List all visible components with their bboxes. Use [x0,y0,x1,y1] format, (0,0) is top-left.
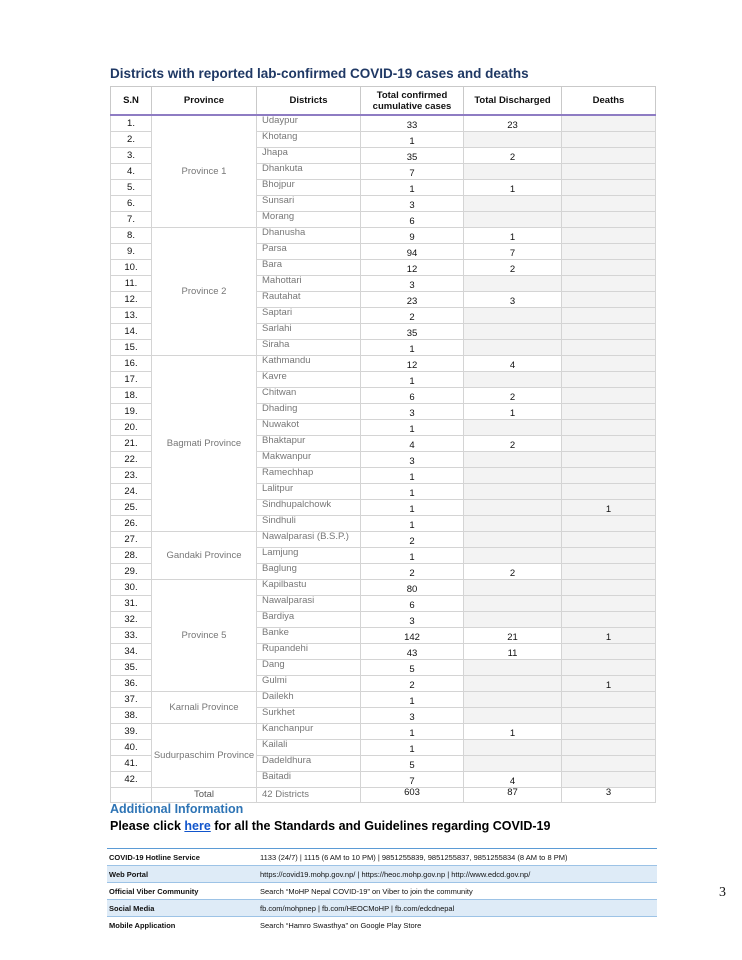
sn-cell: 35. [111,660,152,676]
district-cell: Saptari [257,308,361,324]
total-confirmed-cell: 2 [361,532,464,548]
discharged-cell [464,740,562,756]
total-confirmed-cell: 1 [361,372,464,388]
header-total-discharged: Total Discharged [464,87,562,116]
discharged-cell [464,468,562,484]
total-confirmed-cell: 1 [361,468,464,484]
discharged-cell [464,372,562,388]
sn-cell: 30. [111,580,152,596]
sn-cell: 41. [111,756,152,772]
deaths-cell [562,564,656,580]
deaths-cell: 1 [562,500,656,516]
table-row [111,692,656,708]
deaths-cell [562,356,656,372]
total-discharged: 87 [464,788,562,803]
discharged-cell [464,132,562,148]
total-confirmed-cell: 7 [361,164,464,180]
sn-cell: 7. [111,212,152,228]
district-cell: Nawalparasi [257,596,361,612]
sn-cell: 12. [111,292,152,308]
guidelines-line [110,819,550,833]
deaths-cell [562,196,656,212]
sn-cell: 4. [111,164,152,180]
district-cell: Dhankuta [257,164,361,180]
discharged-cell [464,196,562,212]
total-confirmed-cell: 142 [361,628,464,644]
header-total-confirmed: Total confirmed cumulative cases [361,87,464,116]
deaths-cell [562,724,656,740]
discharged-cell: 23 [464,115,562,132]
district-cell: Dailekh [257,692,361,708]
deaths-cell [562,244,656,260]
sn-cell: 3. [111,148,152,164]
total-confirmed-cell: 1 [361,740,464,756]
deaths-cell [562,596,656,612]
contact-row-hotline [107,849,657,866]
sn-cell: 26. [111,516,152,532]
discharged-cell [464,596,562,612]
sn-cell: 1. [111,115,152,132]
district-cell: Bara [257,260,361,276]
discharged-cell [464,612,562,628]
discharged-cell: 1 [464,180,562,196]
contact-value: https://covid19.mohp.gov.np/ | https://heoc.mohp.gov.np | http://www.edcd.gov.np/ [256,866,657,883]
deaths-cell [562,148,656,164]
sn-cell: 13. [111,308,152,324]
table-row [111,228,656,244]
deaths-cell [562,276,656,292]
deaths-cell [562,308,656,324]
district-cell: Baglung [257,564,361,580]
total-confirmed-cell: 5 [361,756,464,772]
sn-cell: 8. [111,228,152,244]
deaths-cell [562,436,656,452]
discharged-cell [464,676,562,692]
deaths-cell [562,516,656,532]
sn-cell: 25. [111,500,152,516]
district-cell: Rupandehi [257,644,361,660]
discharged-cell [464,548,562,564]
total-confirmed-cell: 6 [361,388,464,404]
deaths-cell [562,292,656,308]
total-confirmed-cell: 3 [361,196,464,212]
total-confirmed-cell: 2 [361,308,464,324]
sn-cell: 15. [111,340,152,356]
guidelines-text-after: for all the Standards and Guidelines regarding COVID-19 [210,819,551,833]
header-districts: Districts [257,87,361,116]
sn-cell: 10. [111,260,152,276]
sn-cell: 23. [111,468,152,484]
district-cell: Banke [257,628,361,644]
contact-value: Search “MoHP Nepal COVID-19” on Viber to join the community [256,883,657,900]
sn-cell: 38. [111,708,152,724]
contact-row-web-portal [107,866,657,883]
total-confirmed-cell: 2 [361,676,464,692]
contact-label: Mobile Application [107,917,256,934]
deaths-cell [562,372,656,388]
discharged-cell [464,276,562,292]
district-cell: Gulmi [257,676,361,692]
sn-cell: 28. [111,548,152,564]
total-sn-cell [111,788,152,803]
district-cell: Baitadi [257,772,361,788]
total-confirmed-cell: 9 [361,228,464,244]
deaths-cell [562,452,656,468]
district-cell: Siraha [257,340,361,356]
total-districts: 42 Districts [257,788,361,803]
deaths-cell [562,468,656,484]
sn-cell: 6. [111,196,152,212]
discharged-cell [464,340,562,356]
discharged-cell [464,708,562,724]
deaths-cell [562,115,656,132]
sn-cell: 31. [111,596,152,612]
sn-cell: 14. [111,324,152,340]
table-row [111,115,656,132]
total-confirmed-cell: 43 [361,644,464,660]
district-cell: Parsa [257,244,361,260]
sn-cell: 34. [111,644,152,660]
table-header-row [111,87,656,116]
district-cell: Bardiya [257,612,361,628]
guidelines-text-before: Please click [110,819,185,833]
page-title: Districts with reported lab-confirmed COVID-19 cases and deaths [110,66,529,81]
district-cell: Jhapa [257,148,361,164]
total-confirmed-cell: 1 [361,500,464,516]
contact-value: Search “Hamro Swasthya” on Google Play Store [256,917,657,934]
page-number: 3 [719,885,726,900]
total-confirmed-cell: 1 [361,484,464,500]
province-cell: Gandaki Province [152,532,257,580]
discharged-cell [464,308,562,324]
total-confirmed-cell: 5 [361,660,464,676]
sn-cell: 29. [111,564,152,580]
discharged-cell [464,516,562,532]
total-confirmed-cell: 1 [361,340,464,356]
sn-cell: 5. [111,180,152,196]
total-confirmed-cell: 80 [361,580,464,596]
district-cell: Kailali [257,740,361,756]
discharged-cell [464,532,562,548]
discharged-cell: 3 [464,292,562,308]
contact-value: 1133 (24/7) | 1115 (6 AM to 10 PM) | 9851255839, 9851255837, 9851255834 (8 AM to 8 PM) [256,849,657,866]
province-cell: Sudurpaschim Province [152,724,257,788]
discharged-cell: 7 [464,244,562,260]
total-confirmed-cell: 7 [361,772,464,788]
district-cell: Dhading [257,404,361,420]
total-confirmed-cell: 1 [361,724,464,740]
table-body [111,115,656,788]
district-cell: Dhanusha [257,228,361,244]
total-confirmed-cell: 3 [361,276,464,292]
discharged-cell: 4 [464,356,562,372]
additional-info-heading: Additional Information [110,802,244,816]
deaths-cell [562,660,656,676]
discharged-cell [464,756,562,772]
discharged-cell [464,484,562,500]
district-cell: Khotang [257,132,361,148]
province-cell: Karnali Province [152,692,257,724]
deaths-cell [562,708,656,724]
sn-cell: 19. [111,404,152,420]
district-cell: Kavre [257,372,361,388]
header-sn: S.N [111,87,152,116]
district-cell: Kapilbastu [257,580,361,596]
sn-cell: 24. [111,484,152,500]
total-confirmed: 603 [361,788,464,803]
sn-cell: 37. [111,692,152,708]
discharged-cell: 1 [464,724,562,740]
deaths-cell [562,340,656,356]
total-confirmed-cell: 1 [361,180,464,196]
total-confirmed-cell: 1 [361,132,464,148]
table-row [111,580,656,596]
total-confirmed-cell: 1 [361,420,464,436]
total-label: Total [152,788,257,803]
province-cell: Province 5 [152,580,257,692]
total-confirmed-cell: 35 [361,324,464,340]
sn-cell: 17. [111,372,152,388]
deaths-cell [562,180,656,196]
district-cell: Udaypur [257,115,361,132]
discharged-cell [464,500,562,516]
deaths-cell [562,420,656,436]
deaths-cell [562,212,656,228]
deaths-cell [562,484,656,500]
table-row [111,356,656,372]
sn-cell: 42. [111,772,152,788]
deaths-cell [562,580,656,596]
sn-cell: 2. [111,132,152,148]
province-cell: Province 1 [152,115,257,228]
district-cell: Nuwakot [257,420,361,436]
table-row [111,532,656,548]
total-confirmed-cell: 12 [361,356,464,372]
total-confirmed-cell: 6 [361,212,464,228]
sn-cell: 11. [111,276,152,292]
district-cell: Chitwan [257,388,361,404]
deaths-cell [562,548,656,564]
sn-cell: 18. [111,388,152,404]
total-confirmed-cell: 1 [361,692,464,708]
discharged-cell [464,324,562,340]
sn-cell: 9. [111,244,152,260]
deaths-cell [562,132,656,148]
district-cell: Bhaktapur [257,436,361,452]
deaths-cell [562,772,656,788]
contact-label: Web Portal [107,866,256,883]
districts-table [110,86,656,803]
discharged-cell: 2 [464,436,562,452]
guidelines-link[interactable]: here [184,819,211,833]
total-confirmed-cell: 3 [361,708,464,724]
total-confirmed-cell: 3 [361,452,464,468]
deaths-cell [562,228,656,244]
discharged-cell [464,580,562,596]
district-cell: Bhojpur [257,180,361,196]
district-cell: Dadeldhura [257,756,361,772]
contact-info-table [107,848,657,933]
deaths-cell [562,260,656,276]
contact-label: COVID-19 Hotline Service [107,849,256,866]
district-cell: Rautahat [257,292,361,308]
total-confirmed-cell: 23 [361,292,464,308]
header-deaths: Deaths [562,87,656,116]
discharged-cell: 2 [464,260,562,276]
deaths-cell: 1 [562,628,656,644]
total-confirmed-cell: 2 [361,564,464,580]
sn-cell: 36. [111,676,152,692]
deaths-cell [562,644,656,660]
header-province: Province [152,87,257,116]
contact-row-social-media [107,900,657,917]
district-cell: Makwanpur [257,452,361,468]
district-cell: Lamjung [257,548,361,564]
discharged-cell [464,164,562,180]
discharged-cell [464,692,562,708]
sn-cell: 20. [111,420,152,436]
deaths-cell [562,692,656,708]
contact-row-viber [107,883,657,900]
discharged-cell [464,420,562,436]
discharged-cell: 1 [464,228,562,244]
discharged-cell: 2 [464,148,562,164]
total-confirmed-cell: 1 [361,548,464,564]
total-deaths: 3 [562,788,656,803]
discharged-cell: 4 [464,772,562,788]
discharged-cell: 2 [464,388,562,404]
total-confirmed-cell: 33 [361,115,464,132]
deaths-cell [562,324,656,340]
sn-cell: 40. [111,740,152,756]
deaths-cell [562,532,656,548]
total-row [111,788,656,803]
district-cell: Surkhet [257,708,361,724]
district-cell: Ramechhap [257,468,361,484]
district-cell: Kathmandu [257,356,361,372]
deaths-cell [562,404,656,420]
total-confirmed-cell: 6 [361,596,464,612]
province-cell: Province 2 [152,228,257,356]
discharged-cell [464,212,562,228]
deaths-cell [562,388,656,404]
sn-cell: 16. [111,356,152,372]
deaths-cell [562,612,656,628]
total-confirmed-cell: 3 [361,404,464,420]
district-cell: Nawalparasi (B.S.P.) [257,532,361,548]
discharged-cell: 2 [464,564,562,580]
contact-label: Social Media [107,900,256,917]
total-confirmed-cell: 12 [361,260,464,276]
total-confirmed-cell: 3 [361,612,464,628]
district-cell: Sindhuli [257,516,361,532]
district-cell: Morang [257,212,361,228]
contact-label: Official Viber Community [107,883,256,900]
deaths-cell [562,756,656,772]
deaths-cell [562,740,656,756]
district-cell: Sindhupalchowk [257,500,361,516]
total-confirmed-cell: 4 [361,436,464,452]
discharged-cell: 21 [464,628,562,644]
sn-cell: 32. [111,612,152,628]
contact-row-mobile-app [107,917,657,934]
discharged-cell [464,660,562,676]
district-cell: Kanchanpur [257,724,361,740]
deaths-cell [562,164,656,180]
deaths-cell: 1 [562,676,656,692]
sn-cell: 39. [111,724,152,740]
total-confirmed-cell: 35 [361,148,464,164]
total-confirmed-cell: 94 [361,244,464,260]
sn-cell: 33. [111,628,152,644]
province-cell: Bagmati Province [152,356,257,532]
sn-cell: 21. [111,436,152,452]
sn-cell: 27. [111,532,152,548]
district-cell: Lalitpur [257,484,361,500]
district-cell: Mahottari [257,276,361,292]
district-cell: Sarlahi [257,324,361,340]
discharged-cell: 1 [464,404,562,420]
total-confirmed-cell: 1 [361,516,464,532]
sn-cell: 22. [111,452,152,468]
discharged-cell: 11 [464,644,562,660]
district-cell: Dang [257,660,361,676]
contact-value: fb.com/mohpnep | fb.com/HEOCMoHP | fb.com/edcdnepal [256,900,657,917]
district-cell: Sunsari [257,196,361,212]
discharged-cell [464,452,562,468]
table-row [111,724,656,740]
